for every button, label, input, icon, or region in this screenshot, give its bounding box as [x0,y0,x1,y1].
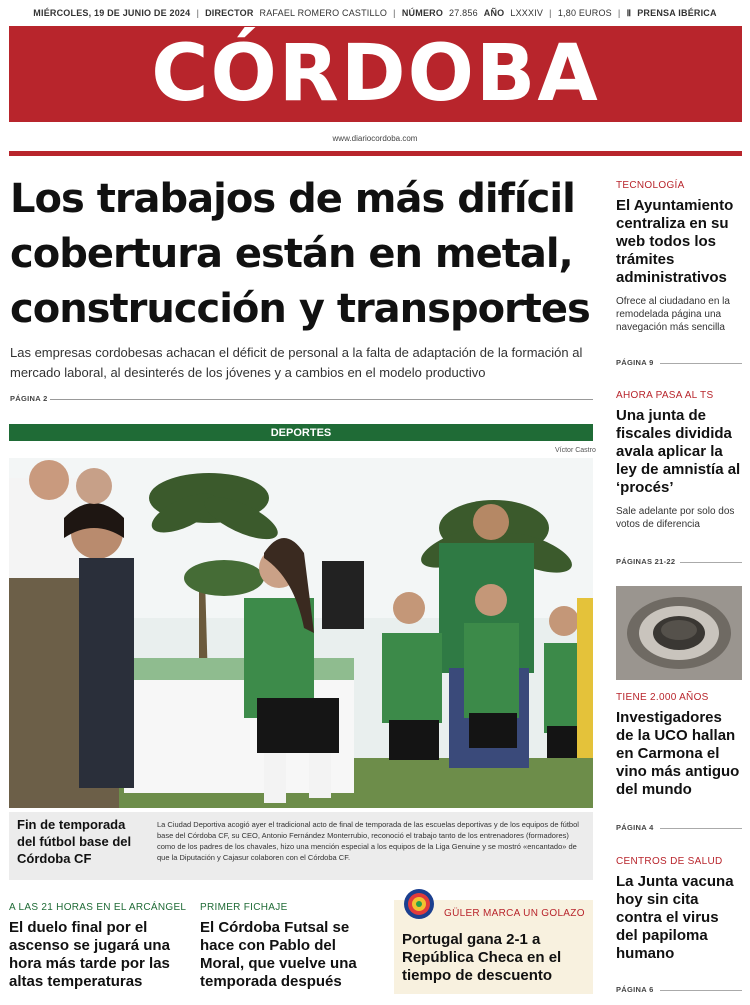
bottom-story-2[interactable] [200,902,380,991]
sidebar-story-4[interactable] [616,856,742,963]
sidebar-story-3[interactable] [616,692,742,799]
sidebar-story-3-kicker: TIENE 2.000 AÑOS [616,692,709,703]
bottom-story-3[interactable] [394,900,593,994]
divider [660,828,742,829]
sidebar-story-4-kicker: CENTROS DE SALUD [616,856,723,867]
main-page-ref: PÁGINA 2 [10,394,48,403]
sidebar-story-2-page: PÁGINAS 21-22 [616,557,676,566]
bottom-story-3-kicker: GÜLER MARCA UN GOLAZO [444,908,585,919]
bottom-story-1-headline[interactable]: El duelo final por el ascenso se jugará una hora más tarde por las altas temperaturas [9,919,170,990]
caption-text: La Ciudad Deportiva acogió ayer el tradicional acto de final de temporada de las escuelas deportivas y de los equipos de fútbol base del Córdoba CF, su CEO, Antonio Fernández Monterrubio, reconoció el trabajo tanto de los entrenadores (formadores) como de los padres de los chavales, hizo una mención especial a los equipos de la Liga Genuine y se mostró «encantado» de que la Diputación y Cajasur colaboren con el Córdoba CF. [157,820,579,862]
group-logo-icon: Ⅱ [626,7,632,18]
sidebar-story-2-kicker: AHORA PASA AL TS [616,390,714,401]
director-name: RAFAEL ROMERO CASTILLO [259,8,388,18]
sidebar-story-1[interactable] [616,180,742,334]
sidebar-story-2[interactable] [616,390,742,531]
sidebar-story-1-kicker: TECNOLOGÍA [616,180,685,191]
sidebar-story-1-body: Ofrece al ciudadano en la remodelada página una navegación más sencilla [616,296,730,333]
sports-photo-illustration [9,458,593,808]
ano-label: AÑO [483,8,505,18]
sidebar-story-2-body: Sale adelante por solo dos votos de diferencia [616,506,735,530]
sidebar-story-4-page: PÁGINA 6 [616,985,654,994]
ano-value: LXXXIV [510,8,544,18]
website-url[interactable]: www.diariocordoba.com [332,134,418,143]
section-deportes[interactable]: DEPORTES [9,424,593,441]
top-info-line: MIÉRCOLES, 19 DE JUNIO DE 2024 | DIRECTOR RAFAEL ROMERO CASTILLO | NÚMERO 27.856 AÑO LXXXIV | 1,80 EUROS | Ⅱ PRENSA IBÉRICA [33,7,717,18]
sidebar-story-1-page: PÁGINA 9 [616,358,654,367]
divider [680,562,742,563]
bottom-story-1-kicker: A LAS 21 HORAS EN EL ARCÁNGEL [9,902,187,913]
numero-label: NÚMERO [401,8,444,18]
bottom-story-1[interactable] [9,902,189,991]
sidebar-story-1-headline[interactable]: El Ayuntamiento centraliza en su web todos los trámites administrativos [616,197,734,286]
masthead-rule [9,151,742,156]
masthead[interactable] [9,26,742,122]
main-headline[interactable]: Los trabajos de más difícil cobertura están en metal, construcción y transportes [10,176,590,332]
divider [660,363,742,364]
sports-photo[interactable] [9,458,593,808]
bottom-story-3-headline[interactable]: Portugal gana 2-1 a República Checa en el tiempo de descuento [402,931,562,984]
masthead-title[interactable]: CÓRDOBA [151,29,600,119]
group-name: PRENSA IBÉRICA [637,8,717,18]
sidebar-story-3-headline[interactable]: Investigadores de la UCO hallan en Carmona el vino más antiguo del mundo [616,709,740,798]
divider [660,990,742,991]
divider [50,399,593,400]
bottom-story-2-kicker: PRIMER FICHAJE [200,902,288,913]
price: 1,80 EUROS [557,8,612,18]
bottom-story-2-headline[interactable]: El Córdoba Futsal se hace con Pablo del Moral, que vuelve una temporada después [200,919,357,990]
sidebar-story-3-page: PÁGINA 4 [616,823,654,832]
photo-credit: Víctor Castro [555,447,596,454]
sidebar-story-2-headline[interactable]: Una junta de fiscales dividida avala aplicar la ley de amnistía al ‘procés’ [616,407,741,496]
director-label: DIRECTOR [205,8,254,18]
amphora-illustration [616,586,742,680]
edition-date: MIÉRCOLES, 19 DE JUNIO DE 2024 [33,8,191,18]
caption-title[interactable]: Fin de temporada del fútbol base del Córdoba CF [17,817,132,866]
amphora-photo[interactable] [616,586,742,680]
numero-value: 27.856 [449,8,478,18]
euro-trophy-icon [402,882,436,924]
sidebar-story-4-headline[interactable]: La Junta vacuna hoy sin cita contra el virus del papiloma humano [616,873,734,962]
main-subhead: Las empresas cordobesas achacan el déficit de personal a la falta de adaptación de la formación al mercado laboral, al desinterés de los jóvenes y a cambios en el modelo productivo [10,345,583,380]
